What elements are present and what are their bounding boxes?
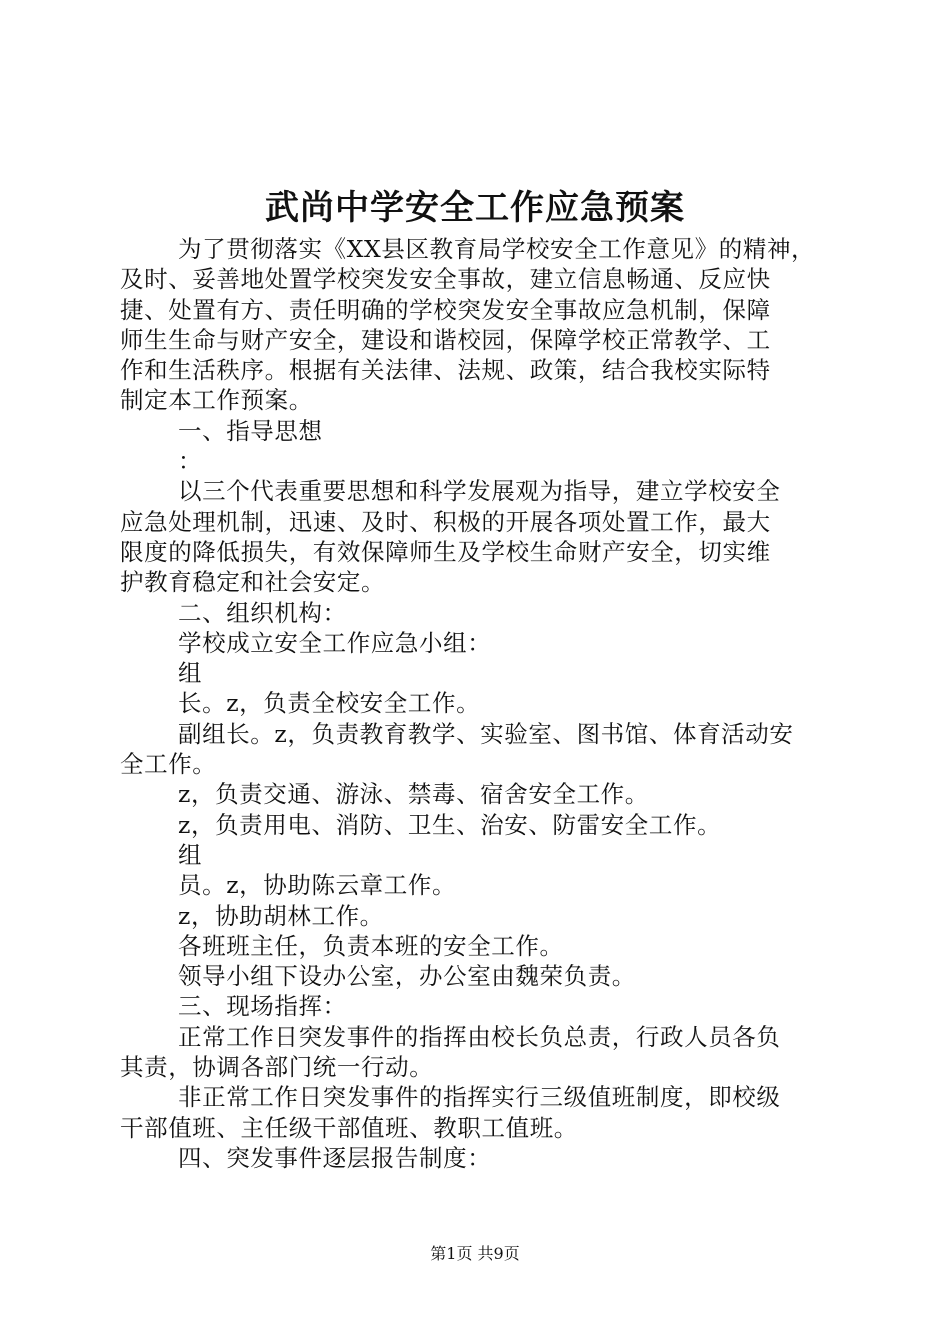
- text-line: 二、组织机构：: [178, 598, 347, 627]
- text-line: 各班班主任，负责本班的安全工作。: [178, 931, 564, 960]
- text-line: z，负责用电、消防、卫生、治安、防雷安全工作。: [178, 810, 722, 839]
- text-line: 组: [178, 659, 203, 688]
- text-line: 员。z，协助陈云章工作。: [178, 871, 457, 900]
- text-line: 作和生活秩序。根据有关法律、法规、政策，结合我校实际特: [120, 356, 771, 385]
- text-line: 三、现场指挥：: [178, 992, 347, 1021]
- text-line: 干部值班、主任级干部值班、教职工值班。: [120, 1113, 578, 1142]
- text-line: 学校成立安全工作应急小组：: [178, 628, 492, 657]
- text-line: 四、突发事件逐层报告制度：: [178, 1143, 492, 1172]
- text-line: 以三个代表重要思想和科学发展观为指导，建立学校安全: [178, 477, 781, 506]
- text-line: 非正常工作日突发事件的指挥实行三级值班制度，即校级: [178, 1083, 781, 1112]
- text-line: ：: [178, 447, 203, 476]
- text-line: z，负责交通、游泳、禁毒、宿舍安全工作。: [178, 780, 649, 809]
- text-line: 为了贯彻落实《XX县区教育局学校安全工作意见》的精神，: [178, 235, 816, 263]
- text-line: 一、指导思想: [178, 416, 323, 445]
- document-title: 武尚中学安全工作应急预案: [265, 188, 685, 228]
- text-line: 副组长。z，负责教育教学、实验室、图书馆、体育活动安: [178, 719, 794, 748]
- text-line: 应急处理机制，迅速、及时、积极的开展各项处置工作，最大: [120, 507, 771, 536]
- text-line: 及时、妥善地处置学校突发安全事故，建立信息畅通、反应快: [120, 265, 771, 294]
- text-line: 组: [178, 840, 203, 869]
- text-line: 正常工作日突发事件的指挥由校长负总责，行政人员各负: [178, 1022, 781, 1051]
- text-line: 领导小组下设办公室，办公室由魏荣负责。: [178, 962, 636, 991]
- text-line: 长。z，负责全校安全工作。: [178, 689, 481, 718]
- text-line: 其责，协调各部门统一行动。: [120, 1053, 434, 1082]
- document-body: [120, 234, 832, 1173]
- text-line: 捷、处置有方、责任明确的学校突发安全事故应急机制，保障: [120, 295, 771, 324]
- text-line: z，协助胡林工作。: [178, 901, 384, 930]
- text-line: 护教育稳定和社会安定。: [120, 568, 386, 597]
- text-line: 全工作。: [120, 750, 217, 779]
- text-line: 限度的降低损失，有效保障师生及学校生命财产安全，切实维: [120, 537, 771, 566]
- text-line: 制定本工作预案。: [120, 386, 313, 415]
- text-line: 师生生命与财产安全，建设和谐校园，保障学校正常教学、工: [120, 325, 771, 354]
- page-footer: 第1页 共9页: [430, 1244, 520, 1263]
